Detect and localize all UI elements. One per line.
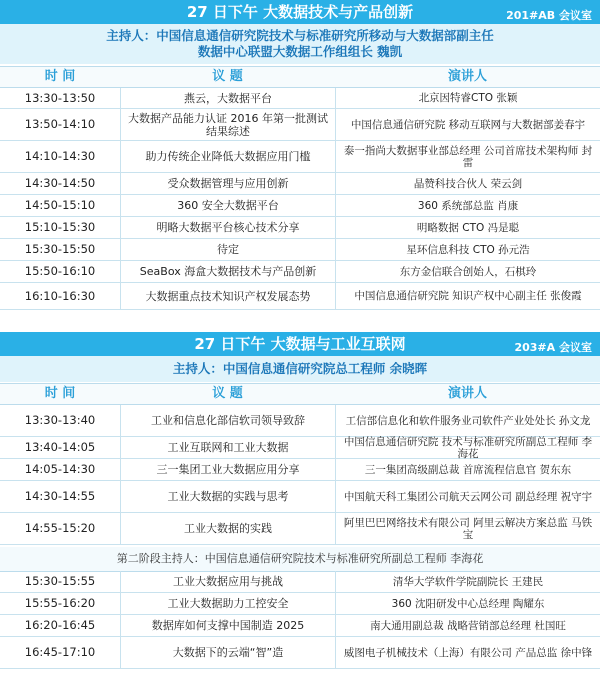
topic-cell: 大数据下的云端“智”造 [120, 637, 335, 668]
topic-cell: SeaBox 海盒大数据技术与产品创新 [120, 261, 335, 282]
speaker-cell: 工信部信息化和软件服务业司软件产业处处长 孙文龙 [335, 405, 600, 436]
table-row [0, 88, 600, 109]
time-cell: 16:20-16:45 [24, 618, 96, 632]
speaker-cell: 威图电子机械技术（上海）有限公司 产品总监 徐中锋 [335, 637, 600, 668]
header-speaker: 演讲人 [447, 69, 487, 84]
time-cell: 13:50-14:10 [24, 117, 96, 131]
time-cell: 14:30-14:55 [24, 489, 96, 503]
speaker-cell: 泰一指尚大数据事业部总经理 公司首席技术架构师 封雷 [335, 141, 600, 172]
topic-cell: 工业互联网和工业大数据 [120, 437, 335, 458]
stage2-host: 第二阶段主持人：中国信息通信研究院技术与标准研究所副总工程师 李海花 [0, 547, 600, 572]
table-row [0, 637, 600, 669]
topic-cell: 受众数据管理与应用创新 [120, 173, 335, 194]
time-cell: 15:10-15:30 [24, 220, 96, 234]
topic-cell: 助力传统企业降低大数据应用门槛 [120, 141, 335, 172]
table-row [0, 173, 600, 195]
time-cell: 14:30-14:50 [24, 176, 96, 190]
speaker-cell: 三一集团高级副总裁 首席流程信息官 贺东东 [335, 459, 600, 480]
topic-cell: 待定 [120, 239, 335, 260]
speaker-cell: 南大通用副总裁 战略营销部总经理 杜国旺 [335, 615, 600, 636]
topic-cell: 数据库如何支撑中国制造 2025 [120, 615, 335, 636]
speaker-cell: 北京因特睿CTO 张颖 [335, 88, 600, 108]
time-cell: 16:45-17:10 [24, 645, 96, 659]
time-cell: 13:40-14:05 [24, 440, 96, 454]
section2-banner [0, 332, 600, 356]
table-row [0, 217, 600, 239]
topic-cell: 工业大数据应用与挑战 [120, 571, 335, 592]
table-row [0, 593, 600, 615]
speaker-cell: 360 沈阳研发中心总经理 陶耀东 [335, 593, 600, 614]
topic-cell: 360 安全大数据平台 [120, 195, 335, 216]
speaker-cell: 阿里巴巴网络技术有限公司 阿里云解决方案总监 马铁宝 [335, 513, 600, 544]
table-row [0, 481, 600, 513]
table-row [0, 109, 600, 141]
time-cell: 15:55-16:20 [24, 596, 96, 610]
speaker-cell: 360 系统部总监 肖康 [335, 195, 600, 216]
topic-cell: 工业大数据助力工控安全 [120, 593, 335, 614]
speaker-cell: 东方金信联合创始人，石棋玲 [335, 261, 600, 282]
topic-cell: 工业大数据的实践 [120, 513, 335, 544]
section1-table-header [0, 66, 600, 88]
time-cell: 13:30-13:40 [24, 413, 96, 427]
section1-host-line2: 数据中心联盟大数据工作组组长 魏凯 [197, 44, 403, 59]
header-topic: 议 题 [212, 386, 243, 401]
section1-host [0, 24, 600, 64]
speaker-cell: 星环信息科技 CTO 孙元浩 [335, 239, 600, 260]
header-topic: 议 题 [212, 69, 243, 84]
speaker-cell: 中国信息通信研究院 技术与标准研究所副总工程师 李海花 [335, 437, 600, 458]
table-row [0, 239, 600, 261]
speaker-cell: 中国信息通信研究院 知识产权中心副主任 张俊霞 [335, 283, 600, 309]
section2-title: 27 日下午 大数据与工业互联网 [194, 335, 406, 353]
speaker-cell: 清华大学软件学院副院长 王建民 [335, 571, 600, 592]
header-time: 时 间 [44, 69, 76, 84]
table-row [0, 261, 600, 283]
header-speaker: 演讲人 [447, 386, 487, 401]
time-cell: 14:05-14:30 [24, 462, 96, 476]
speaker-cell: 中国航天科工集团公司航天云网公司 副总经理 祝守宇 [335, 481, 600, 512]
section2-table-header [0, 383, 600, 405]
section2-room: 203#A 会议室 [514, 341, 592, 354]
time-cell: 15:50-16:10 [24, 264, 96, 278]
table-row [0, 615, 600, 637]
topic-cell: 明略大数据平台核心技术分享 [120, 217, 335, 238]
section2-host-line1: 主持人：中国信息通信研究院总工程师 余晓晖 [172, 361, 428, 376]
table-row [0, 459, 600, 481]
section1-banner [0, 0, 600, 24]
time-cell: 15:30-15:50 [24, 242, 96, 256]
time-cell: 13:30-13:50 [24, 90, 96, 105]
speaker-cell: 明略数据 CTO 冯是聪 [335, 217, 600, 238]
time-cell: 14:10-14:30 [24, 149, 96, 163]
table-row [0, 571, 600, 593]
header-time: 时 间 [44, 386, 76, 401]
section1-title: 27 日下午 大数据技术与产品创新 [186, 3, 414, 21]
time-cell: 16:10-16:30 [24, 288, 96, 303]
table-row [0, 195, 600, 217]
topic-cell: 大数据重点技术知识产权发展态势 [120, 283, 335, 309]
table-row [0, 437, 600, 459]
time-cell: 15:30-15:55 [24, 574, 96, 588]
speaker-cell: 晶赞科技合伙人 荣云剑 [335, 173, 600, 194]
topic-cell: 大数据产品能力认证 2016 年第一批测试结果综述 [120, 109, 335, 140]
topic-cell: 工业大数据的实践与思考 [120, 481, 335, 512]
table-row [0, 141, 600, 173]
topic-cell: 三一集团工业大数据应用分享 [120, 459, 335, 480]
section2-host [0, 356, 600, 382]
time-cell: 14:55-15:20 [24, 521, 96, 535]
section1-room: 201#AB 会议室 [506, 9, 592, 22]
section1-host-line1: 主持人：中国信息通信研究院技术与标准研究所移动与大数据部副主任 [106, 28, 494, 43]
table-row [0, 405, 600, 437]
topic-cell: 燕云，大数据平台 [120, 88, 335, 108]
topic-cell: 工业和信息化部信软司领导致辞 [120, 405, 335, 436]
speaker-cell: 中国信息通信研究院 移动互联网与大数据部姜春宇 [335, 109, 600, 140]
table-row [0, 283, 600, 310]
table-row [0, 513, 600, 545]
time-cell: 14:50-15:10 [24, 198, 96, 212]
